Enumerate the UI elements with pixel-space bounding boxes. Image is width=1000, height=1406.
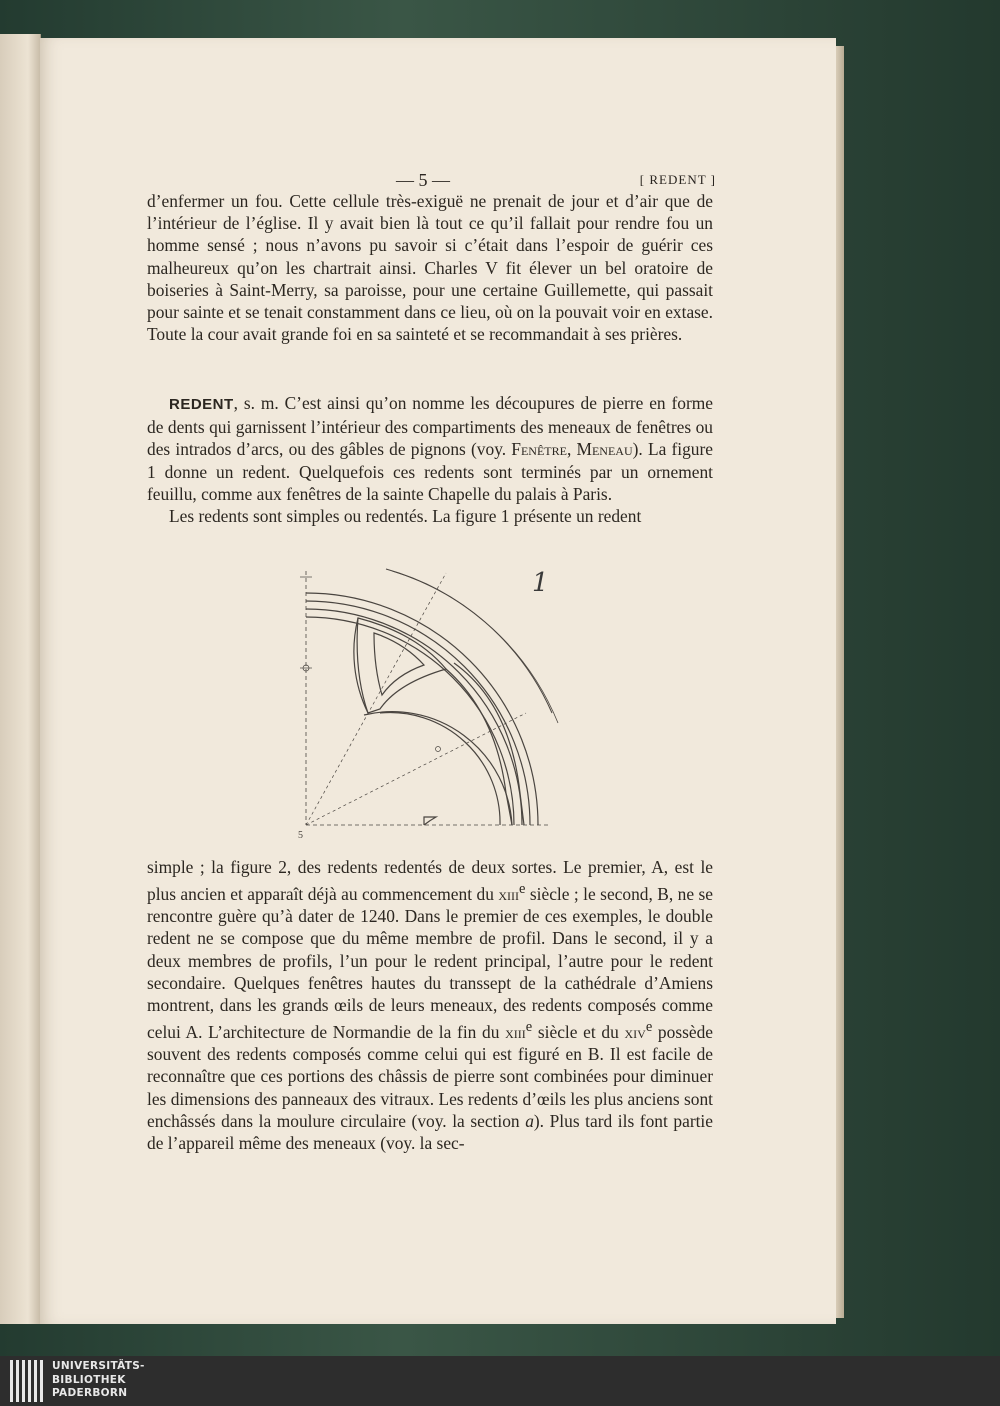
p3-part1: simple ; la figure 2, des redents redentés de deux sortes. Le premier, A, est le plus ancien et apparaît déjà au commencement du — [147, 857, 713, 904]
entry-paragraph — [147, 392, 713, 505]
p3-part2: siècle ; le second, B, ne se rencontre guère qu’à dater de 1240. Dans le premier de ces exemples, le double redent ne se compose que du même membre de profil. Dans le second, il y a deux membres de profils, l’un pour le redent principal, l’autre pour le redent secondaire. Quelques fenêtres hautes du transsept de la cathédrale d’Amiens montrent, dans les grands œils de leurs meneaux, des redents composés comme celui A. L’architecture de Normandie de la fin du — [147, 884, 713, 1043]
redent-entry — [147, 392, 713, 527]
redent-drawing-svg — [296, 563, 696, 843]
running-head: [ REDENT ] — [639, 172, 716, 187]
page-header — [396, 170, 716, 192]
figure-number: 1 — [532, 568, 549, 598]
paragraph-3-text — [147, 856, 713, 1154]
p3-sup2: e — [525, 1019, 533, 1036]
library-logo-icon — [10, 1360, 44, 1402]
figure-1-redent-drawing — [296, 563, 696, 843]
svg-text:5: 5 — [298, 830, 303, 841]
entry-text-part2: ). La figure 1 donne un redent. Quelquefois ces redents sont terminés par un ornement feuillu, comme aux fenêtres de la sainte Chapelle du palais à Paris. — [147, 439, 713, 504]
library-logo-text — [52, 1360, 145, 1401]
p3-part3: siècle et du — [532, 1022, 625, 1043]
page-fore-edge — [836, 46, 844, 1318]
entry-paragraph-2: Les redents sont simples ou redentés. La figure 1 présente un redent — [169, 506, 642, 527]
p3-century-xiii-2: xiii — [505, 1022, 526, 1043]
p3-part4: possède souvent des redents composés comme celui qui est figuré en B. Il est facile de reconnaître que ces portions des châssis de pierre sont combinées pour diminuer les dimensions des panneaux des vitraux. Les redents d’œils les plus anciens sont enchâssés dans la moulure circulaire (voy. la section — [147, 1022, 713, 1131]
library-footer — [0, 1356, 1000, 1406]
facing-page-edge — [0, 34, 41, 1324]
logo-line-1: UNIVERSITÄTS- — [52, 1360, 145, 1372]
page-number: — 5 — — [396, 170, 450, 190]
p3-century-xiii: xiii — [498, 884, 519, 904]
logo-line-2: BIBLIOTHEK — [52, 1373, 126, 1386]
p3-italic-a: a — [525, 1110, 534, 1131]
logo-line-3: PADERBORN — [52, 1387, 128, 1399]
p3-part5: ). Plus tard ils font partie de l’appareil même des meneaux (voy. la sec- — [147, 1110, 713, 1154]
entry-cross-reference: Fenêtre, Meneau — [511, 439, 633, 460]
paragraph-3 — [147, 856, 713, 1154]
p3-century-xiv: xiv — [624, 1022, 646, 1043]
entry-headword: REDENT — [169, 396, 234, 413]
entry-text-part1: , s. m. C’est ainsi qu’on nomme les découpures de pierre en forme de dents qui garnissent l’intérieur des compartiments des meneaux de fenêtres ou des intrados d’arcs, ou des gâbles de pignons (voy. — [147, 393, 713, 460]
paragraph-1-text: d’enfermer un fou. Cette cellule très-exiguë ne prenait de jour et d’air que de l’intérieur de l’église. Il y avait bien là tout ce qu’il fallait pour rendre fou un homme sensé ; nous n’avons pu savoir si c’était dans l’espoir de guérir ces malheureux qu’on les chartrait ainsi. Charles V fit élever un bel oratoire de boiseries à Saint-Merry, sa paroisse, pour une certaine Guillemette, qui passait pour sainte et se tenait constamment dans ce lieu, où on la pouvait voir en extase. Toute la cour avait grande foi en sa sainteté et se recommandait à ses prières. — [147, 191, 713, 345]
paragraph-1 — [147, 190, 713, 345]
p3-sup3: e — [645, 1019, 653, 1036]
p3-sup1: e — [519, 881, 526, 898]
